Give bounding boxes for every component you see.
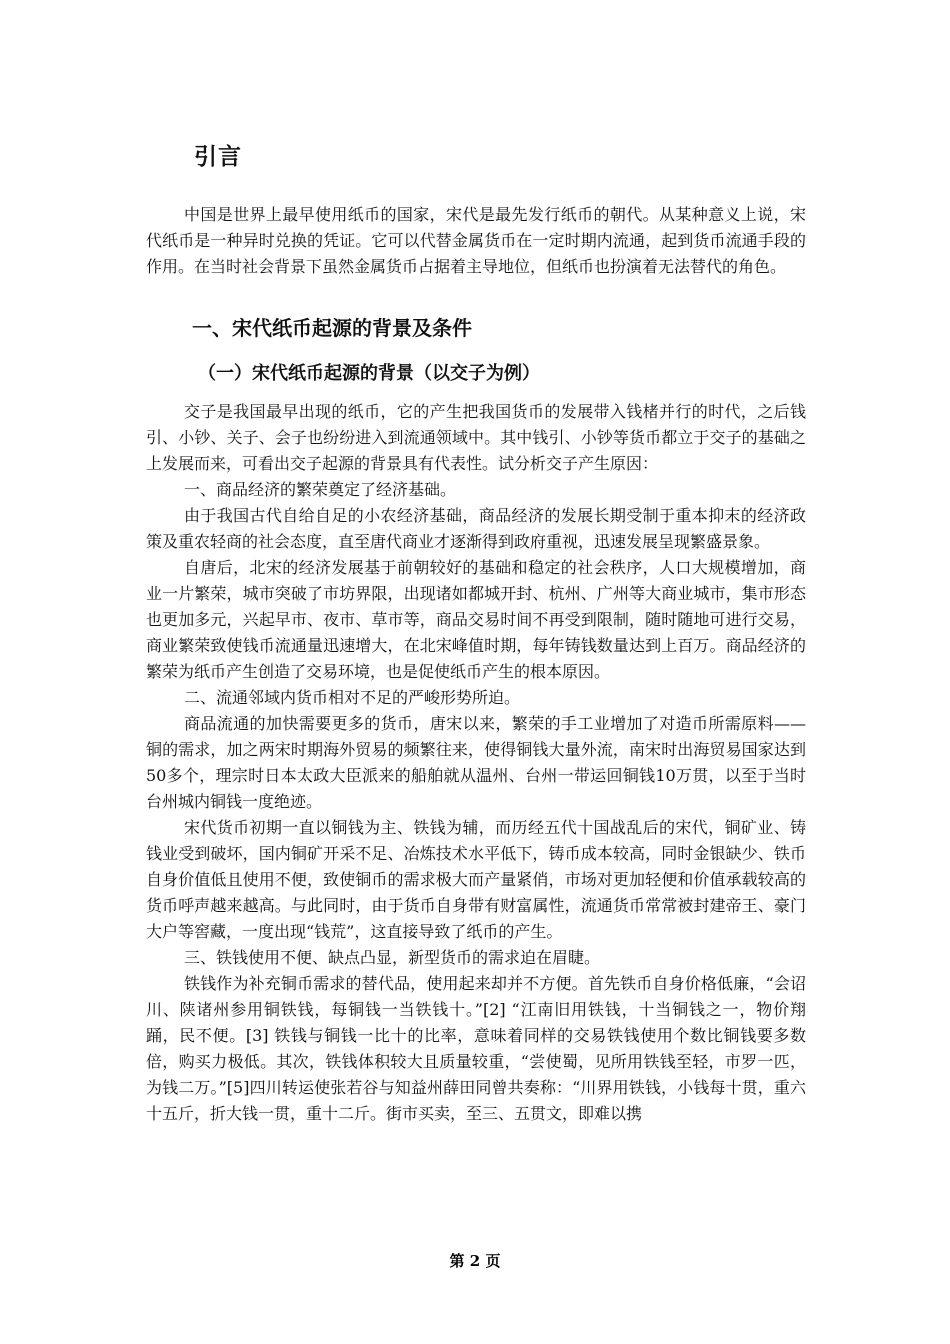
body-paragraph-8: 三、铁钱使用不便、缺点凸显，新型货币的需求迫在眉睫。 xyxy=(184,948,601,967)
body-paragraph-5: 二、流通邻域内货币相对不足的严峻形势所迫。 xyxy=(184,688,521,707)
page-footer xyxy=(0,1250,950,1271)
body-text xyxy=(146,399,806,1127)
subsection-1-title: （一）宋代纸币起源的背景（以交子为例） xyxy=(198,363,540,384)
body-paragraph-4: 自唐后，北宋的经济发展基于前朝较好的基础和稳定的社会秩序，人口大规模增加，商业一片繁荣，城市突破了市坊界限，出现诸如都城开封、杭州、广州等大商业城市，集市形态也更加多元，兴起早市、夜市、草市等，商品交易时间不再受到限制，随时随地可进行交易，商业繁荣致使钱币流通量迅速增大，在北宋峰值时期，每年铸钱数量达到上百万。商品经济的繁荣为纸币产生创造了交易环境，也是促使纸币产生的根本原因。 xyxy=(146,558,806,681)
page-number: 2 xyxy=(469,1252,481,1270)
body-paragraph-3: 由于我国古代自给自足的小农经济基础，商品经济的发展长期受制于重本抑末的经济政策及重农轻商的社会态度，直至唐代商业才逐渐得到政府重视，迅速发展呈现繁盛景象。 xyxy=(146,506,806,551)
body-paragraph-7: 宋代货币初期一直以铜钱为主、铁钱为辅，而历经五代十国战乱后的宋代，铜矿业、铸钱业受到破坏，国内铜矿开采不足、冶炼技术水平低下，铸币成本较高，同时金银缺少、铁币自身价值低且使用不便，致使铜币的需求极大而产量紧俏，市场对更加轻便和价值承载较高的货币呼声越来越高。与此同时，由于货币自身带有财富属性，流通货币常常被封建帝王、豪门大户等窖藏，一度出现“钱荒”，这直接导致了纸币的产生。 xyxy=(146,818,806,941)
section-1-title: 一、宋代纸币起源的背景及条件 xyxy=(192,316,472,340)
body-paragraph-1: 交子是我国最早出现的纸币，它的产生把我国货币的发展带入钱楮并行的时代，之后钱引、小钞、关子、会子也纷纷进入到流通领域中。其中钱引、小钞等货币都立于交子的基础之上发展而来，可看出交子起源的背景具有代表性。试分析交子产生原因： xyxy=(146,402,806,473)
body-paragraph-2: 一、商品经济的繁荣奠定了经济基础。 xyxy=(184,480,457,499)
intro-paragraph: 中国是世界上最早使用纸币的国家，宋代是最先发行纸币的朝代。从某种意义上说，宋代纸币是一种异时兑换的凭证。它可以代替金属货币在一定时期内流通，起到货币流通手段的作用。在当时社会背景下虽然金属货币占据着主导地位，但纸币也扮演着无法替代的角色。 xyxy=(146,205,806,276)
body-paragraph-6: 商品流通的加快需要更多的货币，唐宋以来，繁荣的手工业增加了对造币所需原料——铜的需求，加之两宋时期海外贸易的频繁往来，使得铜钱大量外流，南宋时出海贸易国家达到50多个，理宗时日本太政大臣派来的船舶就从温州、台州一带运回铜钱10万贯，以至于当时台州城内铜钱一度绝迹。 xyxy=(146,714,806,811)
heading-intro: 引言 xyxy=(194,144,242,170)
page-number-suffix: 页 xyxy=(485,1252,501,1270)
page-number-prefix: 第 xyxy=(449,1252,465,1270)
body-paragraph-9: 铁钱作为补充铜币需求的替代品，使用起来却并不方便。首先铁币自身价格低廉，“会诏川、陕诸州参用铜铁钱，每铜钱一当铁钱十。”[2] “江南旧用铁钱，十当铜钱之一，物价翔踊，民不便。[3] 铁钱与铜钱一比十的比率，意味着同样的交易铁钱使用个数比铜钱要多数倍，购买力极低。其次，铁钱体积较大且质量较重，“尝使蜀，见所用铁钱至轻，市罗一匹，为钱二万。”[5]四川转运使张若谷与知益州薛田同曾共奏称：“川界用铁钱，小钱每十贯，重六十五斤，折大钱一贯，重十二斤。街市买卖，至三、五贯文，即难以携 xyxy=(146,974,806,1123)
